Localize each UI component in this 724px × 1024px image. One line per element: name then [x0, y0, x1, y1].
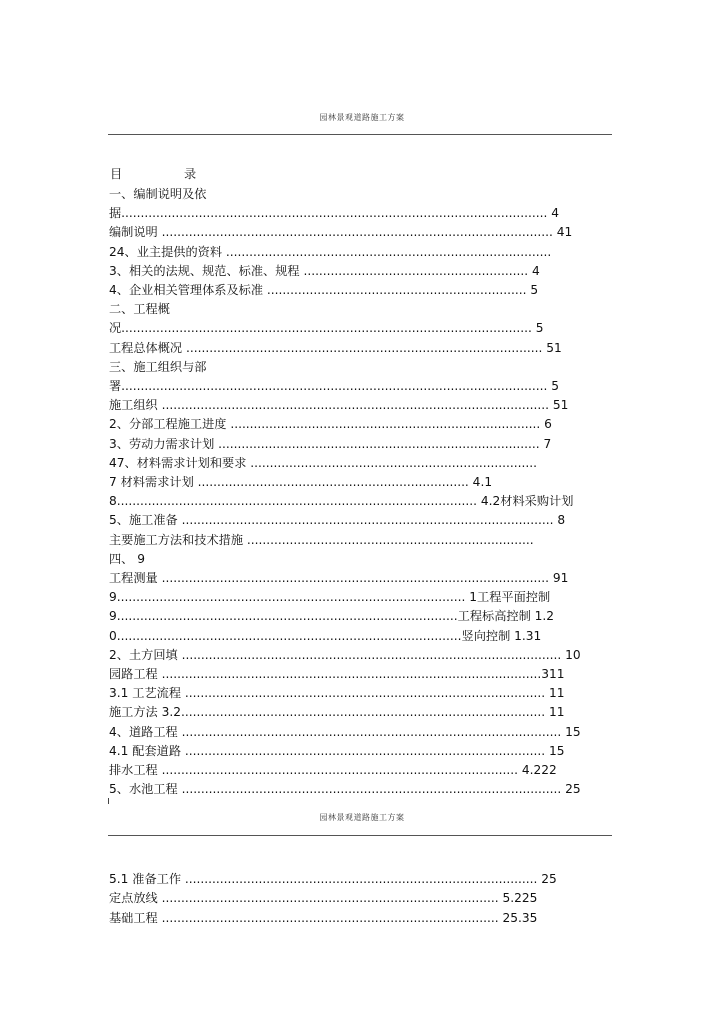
toc-entry[interactable]: 基础工程 ....................................................................................... 25.35 [109, 910, 538, 925]
toc-entry[interactable]: 4、道路工程 .................................................................................................. 15 [109, 724, 581, 739]
toc-entry[interactable]: 3、劳动力需求计划 ................................................................................... 7 [109, 436, 552, 451]
toc-entry[interactable]: 4、企业相关管理体系及标准 ................................................................... 5 [109, 283, 539, 297]
toc-entry[interactable]: 工程总体概况 ............................................................................................ 51 [109, 340, 562, 355]
toc-entry[interactable]: 3.1 工艺流程 ............................................................................................. 11 [109, 686, 565, 701]
toc-entry[interactable]: 四、 9 [109, 551, 146, 566]
toc-entry[interactable]: 2、土方回填 .................................................................................................. 10 [109, 647, 581, 662]
toc-entry[interactable]: 一、编制说明及依 [109, 187, 207, 201]
toc-entry[interactable]: 主要施工方法和技术措施 .......................................................................... [109, 532, 534, 547]
header-title-2: 园林景观道路施工方案 [319, 813, 405, 822]
toc-entry[interactable]: 5、施工准备 ................................................................................................ 8 [109, 513, 566, 528]
toc-entry[interactable]: 7 材料需求计划 ...................................................................... 4.1 [109, 475, 493, 489]
toc-entry[interactable]: 0.........................................................................................竖向控制 1.31 [109, 628, 542, 643]
toc-entry[interactable]: 排水工程 ............................................................................................ 4.222 [109, 763, 557, 777]
toc-entry[interactable]: 编制说明 ..................................................................................................... 41 [109, 225, 573, 240]
toc-entry[interactable]: 定点放线 ....................................................................................... 5.225 [109, 891, 538, 906]
toc-entry[interactable]: 4.1 配套道路 ............................................................................................. 15 [109, 743, 565, 758]
header-rule-2 [108, 835, 612, 836]
toc-entry[interactable]: 8............................................................................................. 4.2材料采购计划 [109, 494, 574, 509]
toc-entry[interactable]: 5.1 准备工作 ........................................................................................... 25 [109, 872, 557, 886]
toc-entry[interactable]: 施工方法 3.2.............................................................................................. 11 [109, 705, 565, 720]
toc-entry[interactable]: 据.............................................................................................................. 4 [109, 206, 559, 221]
toc-entry[interactable]: 24、业主提供的资料 .................................................................................... [109, 244, 552, 259]
page-header-2 [0, 812, 724, 823]
toc-entry[interactable]: 园路工程 ..................................................................................................311 [109, 667, 565, 681]
toc-entry[interactable]: 5、水池工程 .................................................................................................. 25 [109, 782, 581, 797]
toc-entry[interactable]: 署.............................................................................................................. 5 [109, 379, 559, 393]
toc-entry[interactable]: 三、施工组织与部 [109, 359, 207, 374]
toc-entry[interactable]: 二、工程概 [109, 302, 170, 317]
header-title: 园林景观道路施工方案 [319, 113, 405, 122]
toc-entry[interactable]: 2、分部工程施工进度 ................................................................................ 6 [109, 417, 552, 432]
toc-entry[interactable]: 3、相关的法规、规范、标准、规程 .......................................................... 4 [109, 263, 540, 278]
toc-entry[interactable]: 工程测量 .................................................................................................... 91 [109, 571, 569, 585]
toc-entry[interactable]: 47、材料需求计划和要求 .......................................................................... [109, 455, 537, 470]
toc-title-left: 目 [110, 167, 123, 181]
page-header [0, 112, 724, 123]
page-break-mark [108, 798, 109, 804]
header-rule [108, 134, 612, 135]
toc-entry[interactable]: 况.......................................................................................................... 5 [109, 321, 544, 336]
toc-entry[interactable]: 9........................................................................................工程标高控制 1.2 [109, 609, 555, 624]
toc-entry[interactable]: 9.......................................................................................... 1工程平面控制 [109, 590, 551, 605]
toc-title-right: 录 [184, 167, 197, 181]
toc-entry[interactable]: 施工组织 .................................................................................................... 51 [109, 398, 569, 413]
